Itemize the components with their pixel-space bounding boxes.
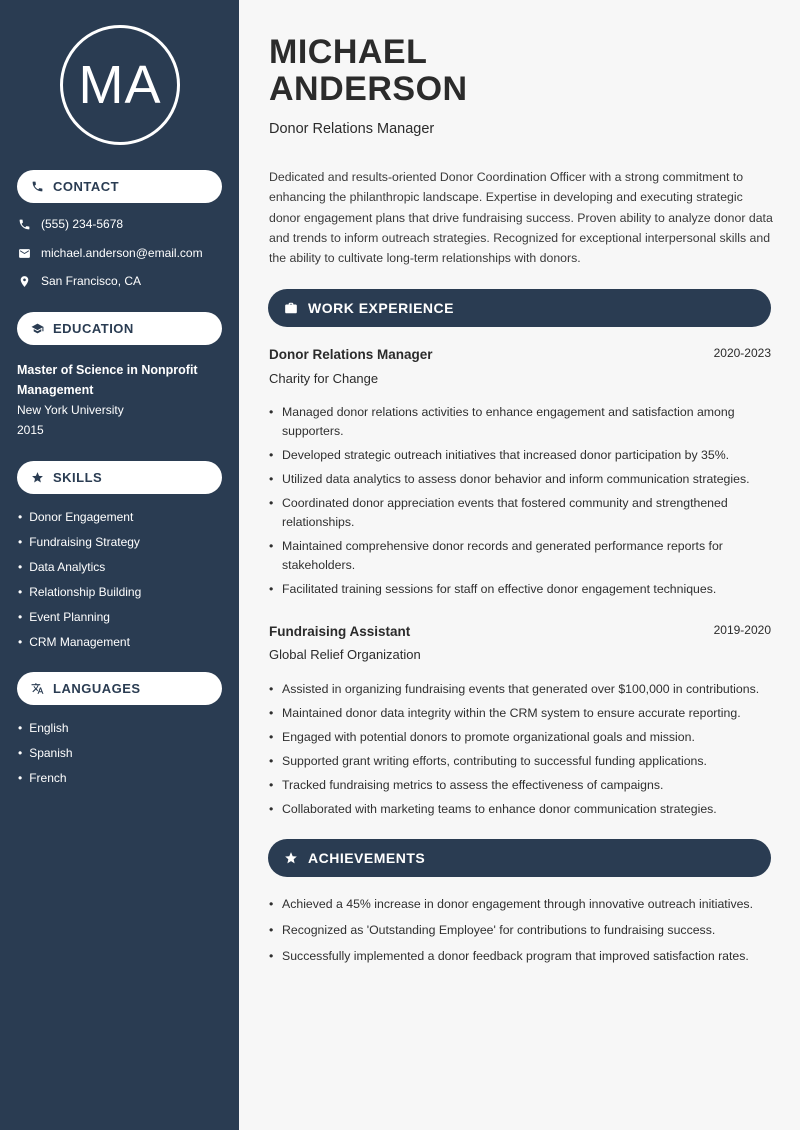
languages-heading bbox=[17, 672, 222, 705]
education-heading-label: EDUCATION bbox=[53, 321, 134, 336]
email-icon bbox=[18, 247, 31, 260]
skills-heading-label: SKILLS bbox=[53, 470, 103, 485]
achievements-list bbox=[269, 895, 774, 973]
list-item: • Achieved a 45% increase in donor engagement through innovative outreach initiatives. bbox=[269, 895, 774, 914]
languages-list bbox=[18, 721, 73, 796]
graduation-cap-icon bbox=[31, 322, 44, 335]
location-text: San Francisco, CA bbox=[41, 274, 142, 288]
job-title-header: Donor Relations Manager bbox=[269, 121, 435, 137]
star-icon bbox=[31, 471, 44, 484]
list-item: • Engaged with potential donors to promote organizational goals and mission. bbox=[269, 728, 774, 747]
list-item: • Managed donor relations activities to enhance engagement and satisfaction among supporters. bbox=[269, 403, 774, 441]
list-item: • Coordinated donor appreciation events that fostered community and strengthened relationships. bbox=[269, 494, 774, 532]
job-2-company: Global Relief Organization bbox=[269, 647, 421, 662]
skill-item: • Donor Engagement bbox=[18, 510, 141, 535]
profile-summary: Dedicated and results-oriented Donor Coordination Officer with a strong commitment to enhancing the philanthropic landscape. Expertise in developing and executing strategic donor engagement plans that drive fundraising success. Proven ability to analyze donor data and trends to inform outreach strategies. Recognized for exceptional interpersonal skills and the ability to cultivate long-term relationships with donors. bbox=[269, 170, 773, 266]
skill-item: • Fundraising Strategy bbox=[18, 535, 141, 560]
list-item: • Utilized data analytics to assess donor behavior and inform communication strategies. bbox=[269, 470, 774, 489]
contact-email bbox=[18, 246, 203, 260]
translate-icon bbox=[31, 682, 44, 695]
list-item: • Collaborated with marketing teams to enhance donor communication strategies. bbox=[269, 800, 774, 819]
education-school: New York University bbox=[17, 403, 124, 417]
monogram-avatar: MA bbox=[60, 25, 180, 145]
email-address: michael.anderson@email.com bbox=[41, 246, 203, 260]
location-pin-icon bbox=[18, 275, 31, 288]
list-item: • Maintained donor data integrity within the CRM system to ensure accurate reporting. bbox=[269, 704, 774, 723]
skill-item: • Data Analytics bbox=[18, 560, 141, 585]
education-year: 2015 bbox=[17, 423, 44, 437]
briefcase-icon bbox=[284, 301, 298, 315]
skill-item: • Event Planning bbox=[18, 610, 141, 635]
sidebar bbox=[0, 0, 239, 1130]
name-first: MICHAEL bbox=[269, 33, 428, 71]
contact-heading bbox=[17, 170, 222, 203]
job-1-dates: 2020-2023 bbox=[713, 346, 771, 360]
education-heading bbox=[17, 312, 222, 345]
job-1-title: Donor Relations Manager bbox=[269, 347, 433, 362]
job-2-title: Fundraising Assistant bbox=[269, 624, 411, 639]
list-item: • Assisted in organizing fundraising events that generated over $100,000 in contributions. bbox=[269, 680, 774, 699]
person-name bbox=[269, 34, 468, 108]
main-content bbox=[239, 0, 800, 1130]
achievements-heading-label: ACHIEVEMENTS bbox=[308, 850, 426, 866]
star-icon bbox=[284, 851, 298, 865]
phone-icon bbox=[18, 218, 31, 231]
job-2-dates: 2019-2020 bbox=[713, 623, 771, 637]
language-item: • French bbox=[18, 771, 73, 796]
work-experience-heading bbox=[268, 289, 771, 327]
language-item: • English bbox=[18, 721, 73, 746]
skill-item: • CRM Management bbox=[18, 635, 141, 660]
list-item: • Successfully implemented a donor feedback program that improved satisfaction rates. bbox=[269, 947, 774, 966]
language-item: • Spanish bbox=[18, 746, 73, 771]
achievements-heading bbox=[268, 839, 771, 877]
languages-heading-label: LANGUAGES bbox=[53, 681, 141, 696]
skills-list bbox=[18, 510, 141, 660]
contact-heading-label: CONTACT bbox=[53, 179, 120, 194]
skill-item: • Relationship Building bbox=[18, 585, 141, 610]
job-1-company: Charity for Change bbox=[269, 371, 379, 386]
skills-heading bbox=[17, 461, 222, 494]
list-item: • Maintained comprehensive donor records and generated performance reports for stakeholders. bbox=[269, 537, 774, 575]
contact-location bbox=[18, 274, 141, 288]
list-item: • Tracked fundraising metrics to assess the effectiveness of campaigns. bbox=[269, 776, 774, 795]
list-item: • Facilitated training sessions for staff on effective donor engagement techniques. bbox=[269, 580, 774, 599]
job-1-bullets bbox=[269, 403, 774, 604]
work-experience-heading-label: WORK EXPERIENCE bbox=[308, 300, 454, 316]
list-item: • Supported grant writing efforts, contributing to successful funding applications. bbox=[269, 752, 774, 771]
phone-icon bbox=[31, 180, 44, 193]
education-degree: Master of Science in Nonprofit Management bbox=[17, 363, 198, 397]
name-last: ANDERSON bbox=[269, 70, 468, 108]
phone-number: (555) 234-5678 bbox=[41, 217, 124, 231]
contact-phone bbox=[18, 217, 123, 231]
list-item: • Recognized as 'Outstanding Employee' for contributions to fundraising success. bbox=[269, 921, 774, 940]
list-item: • Developed strategic outreach initiatives that increased donor participation by 35%. bbox=[269, 446, 774, 465]
job-2-bullets bbox=[269, 680, 774, 824]
